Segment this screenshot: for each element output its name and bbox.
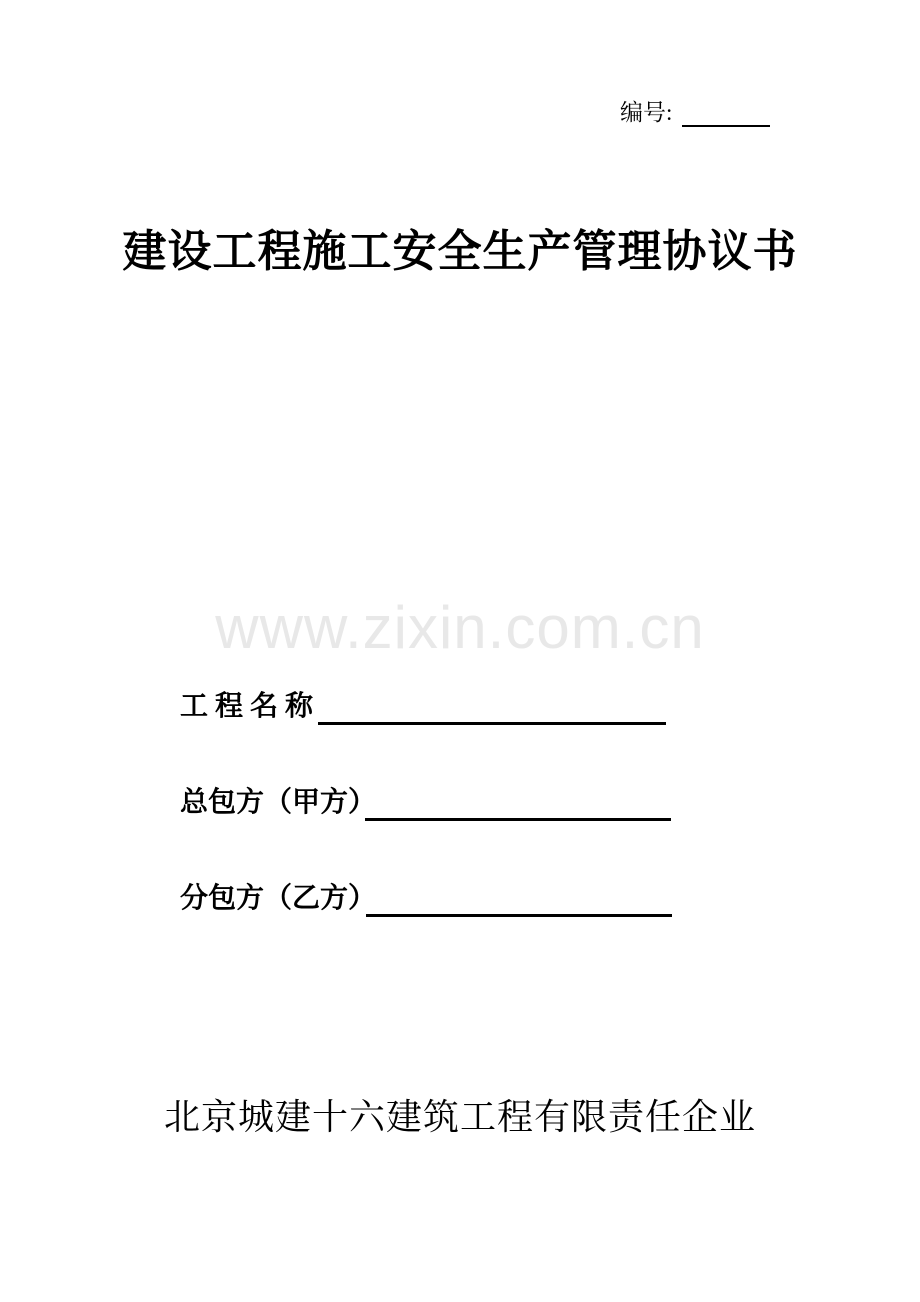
company-name: 北京城建十六建筑工程有限责任企业	[163, 1097, 756, 1137]
document-number-blank[interactable]	[682, 98, 770, 127]
project-name-label: 工 程 名 称	[180, 691, 314, 722]
field-row-project-name	[180, 690, 700, 724]
document-title: 建设工程施工安全生产管理协议书	[122, 227, 798, 276]
party-a-label: 总包方（甲方）	[180, 787, 377, 818]
watermark-text: www.zixin.com.cn	[215, 594, 705, 661]
project-name-blank[interactable]	[318, 690, 666, 725]
party-b-label: 分包方（乙方）	[180, 883, 377, 914]
party-a-blank[interactable]	[365, 786, 671, 821]
party-b-blank[interactable]	[366, 882, 672, 917]
field-row-general-contractor	[180, 786, 700, 820]
document-number-label: 编号:	[620, 100, 673, 125]
field-row-subcontractor	[180, 882, 700, 916]
